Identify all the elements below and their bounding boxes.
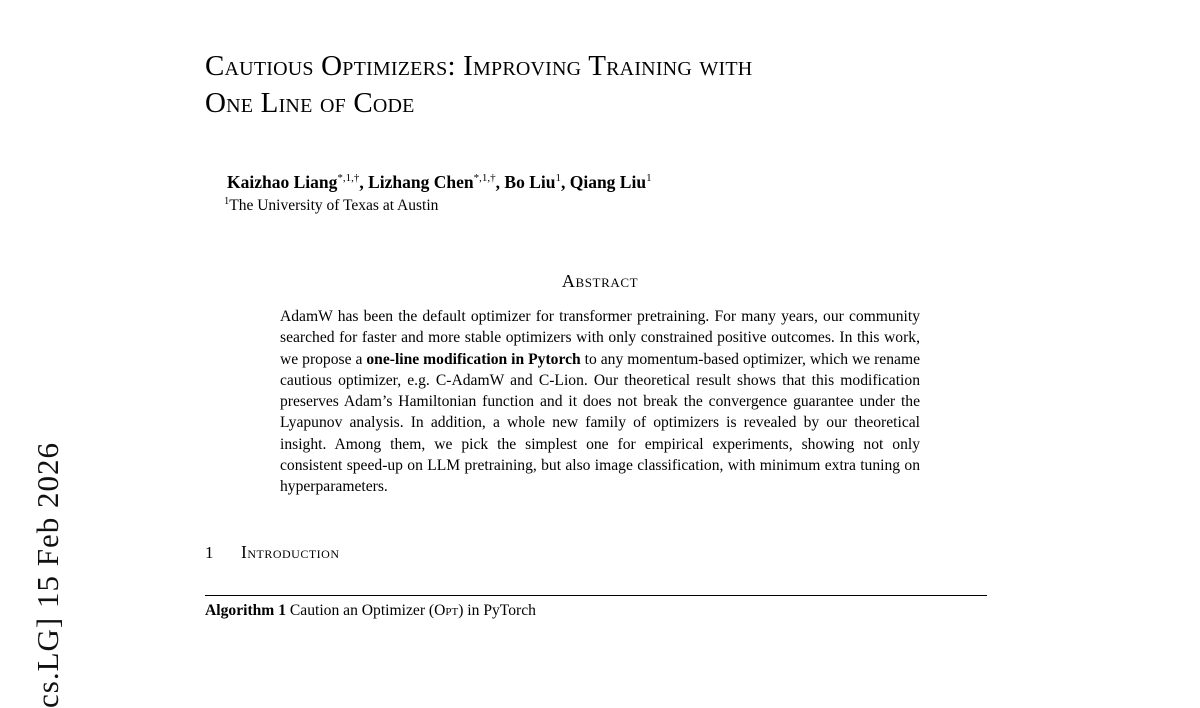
arxiv-stamp bbox=[0, 0, 88, 708]
paper-content bbox=[205, 0, 995, 620]
author-1-sup: *,1,† bbox=[337, 172, 360, 184]
algorithm-caption bbox=[205, 602, 987, 620]
algorithm-caption-opt: Opt bbox=[434, 601, 459, 619]
arxiv-stamp-text: cs.LG] 15 Feb 2026 bbox=[30, 442, 65, 708]
author-sep-3: , bbox=[560, 171, 570, 192]
author-sep-2: , bbox=[495, 171, 505, 192]
abstract-text-part2: to any momentum-based optimizer, which we rename cautious optimizer, e.g. C-AdamW and C-Lion. Our theoretical result shows that this modification preserves Adam’s Hamiltonian function and it does not break the convergence guarantee under the Lyapunov analysis. In addition, a whole new family of optimizers is revealed by our theoretical insight. Among them, we pick the simplest one for empirical experiments, showing not only consistent speed-up on LLM pretraining, but also image classification, with minimum extra tuning on hyperparameters. bbox=[280, 350, 921, 496]
author-4-name: Qiang Liu bbox=[569, 171, 647, 192]
page-title bbox=[205, 0, 995, 122]
section-number: 1 bbox=[205, 542, 214, 562]
author-sep-1: , bbox=[359, 171, 369, 192]
section-title: Introduction bbox=[241, 541, 340, 562]
section-heading-introduction bbox=[205, 542, 995, 563]
page-title-line2: One Line of Code bbox=[205, 87, 415, 119]
abstract-body bbox=[280, 306, 920, 498]
author-2-sup: *,1,† bbox=[473, 172, 496, 184]
author-2-name: Lizhang Chen bbox=[368, 171, 474, 192]
author-list bbox=[205, 167, 995, 193]
algorithm-caption-b: ) in PyTorch bbox=[458, 601, 536, 619]
algorithm-block bbox=[205, 595, 987, 620]
author-3-sup: 1 bbox=[555, 172, 561, 184]
affiliation bbox=[205, 196, 995, 215]
author-1-name: Kaizhao Liang bbox=[227, 171, 338, 192]
abstract-bold-phrase: one-line modification in Pytorch bbox=[366, 350, 581, 368]
author-3-name: Bo Liu bbox=[504, 171, 556, 192]
abstract-heading: Abstract bbox=[561, 270, 639, 291]
affiliation-sup: 1 bbox=[224, 195, 230, 207]
affiliation-text: The University of Texas at Austin bbox=[229, 196, 439, 214]
author-4-sup: 1 bbox=[646, 172, 652, 184]
algorithm-label: Algorithm 1 bbox=[205, 601, 286, 619]
algorithm-caption-a: Caution an Optimizer ( bbox=[286, 601, 435, 619]
abstract-text-part1: AdamW has been the default optimizer for transformer pretraining. For many years, our community searched for faster and more stable optimizers with only constrained positive outcomes. In this work, we propose a bbox=[280, 307, 920, 368]
algorithm-top-rule bbox=[205, 595, 987, 596]
page-title-line1: Cautious Optimizers: Improving Training with bbox=[205, 50, 753, 82]
